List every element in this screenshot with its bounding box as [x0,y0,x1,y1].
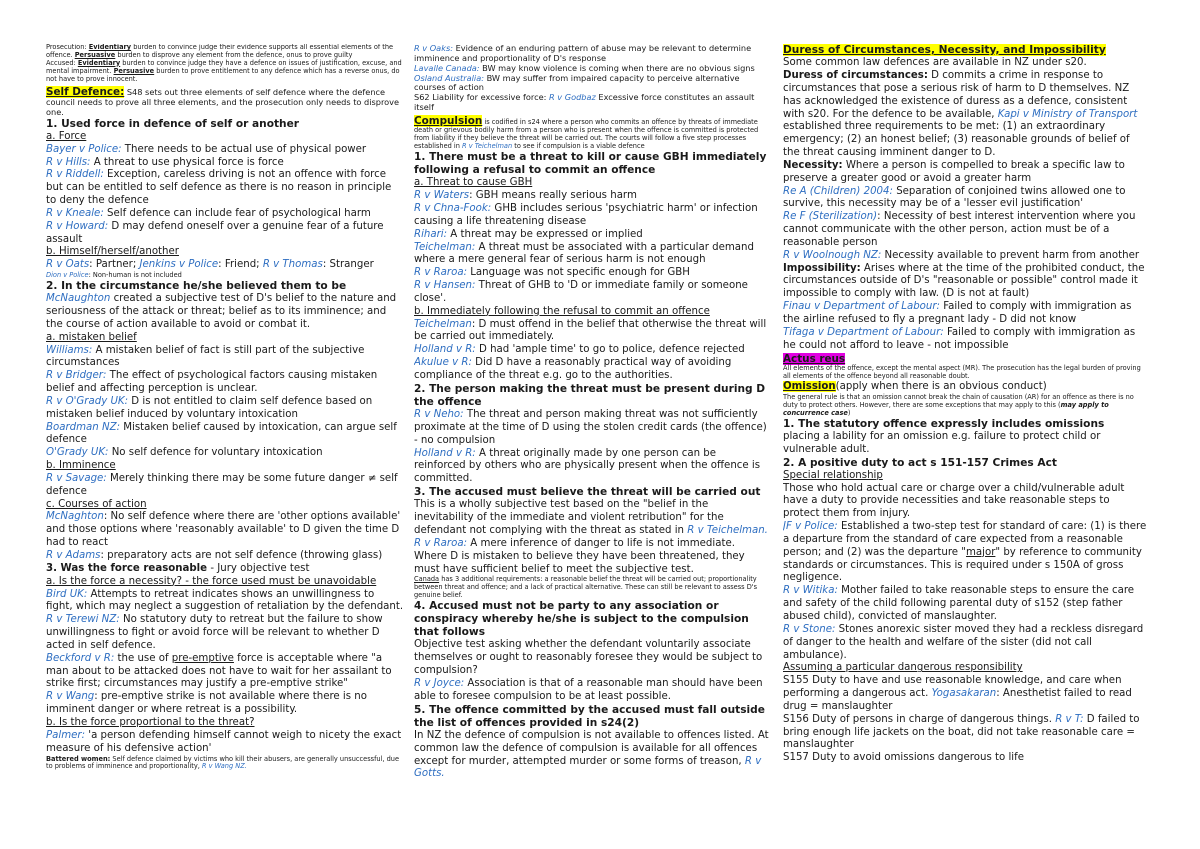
case-teichelman: Teichelman: A threat must be associated with a particular demand where a mere general fear of serious harm is not enough [414,241,754,266]
case-jf: JF v Police: Established a two-step test for standard of care: (1) is there a departure from the standard of care expected from a reasonable person; and (2) was the departure "major" by reference to community standards or circumstances. This is required under s 150A of gross negligence. [783,521,1147,584]
subheading-immediately: b. Immediately following the refusal to commit an offence [414,305,710,317]
actus-reus-heading: Actus reus [783,352,846,365]
case-oats: R v Oats: Partner; Jenkins v Police: Friend; R v Thomas: Stranger [46,259,374,271]
case-woolnough: R v Woolnough NZ: Necessity available to prevent harm from another [783,249,1140,261]
case-osland: Osland Australia: BW may suffer from impaired capacity to perceive alternative courses of action [414,72,740,93]
compulsion-intro: Compulsion is codified in s24 where a person who commits an offence by threats of immediate death or grievous bodily harm from a person who is present when the offence is committed is protected from liability if they believe the threat will be carried out. The courts will follow a five step processes established in R v Teichelman to see if compulsion is a viable defence [414,114,759,151]
heading-threat: 1. There must be a threat to kill or cause GBH immediately following a refusal to commit an offence [414,151,767,177]
subheading-proportional: b. Is the force proportional to the threat? [46,716,255,728]
case-palmer: Palmer: 'a person defending himself cannot weigh to nicety the exact measure of his defensive action' [46,729,402,754]
subheading-courses: c. Courses of action [46,498,147,510]
case-bird: Bird UK: Attempts to retreat indicates shows an unwillingness to fight, which may neglect a suggestion of retaliation by the defendant. [46,588,404,613]
impossibility: Impossibility: Arises where at the time of the prohibited conduct, the circumstances outside of D's "reasonable or possible" control made it impossible to comply with law. (D is not at fault) [783,262,1145,300]
case-hansen: R v Hansen: Threat of GHB to 'D or immediate family or someone close'. [414,280,748,304]
case-mcnaughton: McNaughton created a subjective test of D's belief to the nature and seriousness of the attack or threat; belief as to its imminence; and the course of action available to avoid or combat it. [46,293,397,330]
column-2 [414,44,770,844]
duress-of-circumstances: Duress of circumstances: D commits a crime in response to circumstances that pose a serious risk of harm to D themselves. NZ has acknowledged the existence of duress as a defence, consistent with s20. For the defence to be available, Kapi v Ministry of Transport established three requirements to be met: (1) an extraordinary emergency; (2) an honest belief; (3) reasonable grounds of belief of the threat causing imminent danger to D. [783,69,1138,159]
omission-line: Omission(apply when there is an obvious conduct) [783,381,1047,393]
special-relationship-text: Those who hold actual care or charge over a child/vulnerable adult have a duty to provide necessities and take reasonable steps to protect them from injury. [783,482,1125,520]
case-oakes: R v Oaks: Evidence of an enduring pattern of abuse may be relevant to determine imminence and proportionality of D's response [414,44,752,63]
subheading-imminence: b. Imminence [46,460,116,472]
heading-party: 4. Accused must not be party to any association or conspiracy whereby he/she is subject to the compulsion that follows [414,600,749,639]
case-holland-2: Holland v R: A threat originally made by one person can be reinforced by others who are physically present when the offence is committed. [414,447,761,485]
necessity: Necessity: Where a person is compelled to break a specific law to preserve a greater good or avoid a greater harm [783,159,1125,184]
subheading-special-relationship: Special relationship [783,469,883,481]
case-wang: R v Wang: pre-emptive strike is not available where there is no imminent danger or where retreat is a possibility. [46,691,367,716]
subheading-himself: b. Himself/herself/another [46,246,179,258]
heading-used-force: 1. Used force in defence of self or another [46,117,299,130]
case-finau: Finau v Department of Labour: Failed to comply with immigration as the airline refused to fly a pregnant lady - D did not know [783,301,1132,325]
case-adams: R v Adams: preparatory acts are not self defence (throwing glass) [46,550,383,562]
case-stone: R v Stone: Stones anorexic sister moved they had a reckless disregard of danger to the health and welfare of the sister (did not call ambulance). [783,623,1144,661]
statutory-text: placing a lability for an omission e.g. failure to protect child or vulnerable adult. [783,430,1101,455]
case-howard: R v Howard: D may defend oneself over a genuine fear of a future assault [46,220,384,245]
case-mcnaughton-2: McNaghton: No self defence where there are 'other options available' and those options where 'reasonably available' to D given the time D had to react [46,511,401,549]
s24-note: In NZ the defence of compulsion is not available to offences listed. At common law the defence of compulsion is available for all offences except for murder, attempted murder or some forms of treason, R v Gotts. [414,729,769,780]
heading-present: 2. The person making the threat must be present during D the offence [414,382,766,408]
burden-intro: Prosecution: Evidentiary burden to convince judge their evidence supports all essential elements of the offence. Persuasive burden to disprove any element from the defence, onus to prove guilty Accused: Evidentiary burden to convince judge they have a defence on issues of justification, excuse, and mental impairment. Persuasive burden to prove entitlement to any defence which has a reverse onus, do not have to prove innocent. [46,44,402,83]
heading-statutory: 1. The statutory offence expressly includes omissions [783,417,1105,430]
case-williams: Williams: A mistaken belief of fact is still part of the subjective circumstances [46,344,365,369]
s62-excessive-force: S62 Liability for excessive force: R v Godbaz Excessive force constitutes an assault itself [414,92,755,113]
heading-believe: 3. The accused must believe the threat will be carried out [414,486,761,499]
case-teichelman-2: Teichelman: D must offend in the belief that otherwise the threat will be carried out immediately. [414,318,767,343]
case-ogrady-2: O'Grady UK: No self defence for voluntary intoxication [46,447,323,459]
battered-women-note: Battered women: Self defence claimed by victims who kill their abusers, are generally unsuccessful, due to problems of imminence and proportionality, R v Wang NZ. [46,754,400,771]
actus-reus-text: All elements of the offence, except the mental aspect (MR). The prosecution has the legal burden of proving all elements of the offence beyond all reasonable doubt. [783,364,1141,381]
case-hills: R v Hills: A threat to use physical force is force [46,156,284,168]
self-defence-heading: Self Defence: [46,85,125,98]
case-terewi: R v Terewi NZ: No statutory duty to retreat but the failure to show unwillingness to fight or avoid force will be relevant to whether D acted in self defence. [46,614,383,651]
heading-reasonable: 3. Was the force reasonable - Jury objective test [46,562,310,574]
heading-positive-duty: 2. A positive duty to act s 151-157 Crimes Act [783,456,1057,469]
case-raroa-2: R v Raroa: A mere inference of danger to life is not immediate. Where D is mistaken to believe they have been threatened, they must have sufficient belief to meet the subjective test. [414,537,745,575]
subheading-mistaken-belief: a. mistaken belief [46,331,137,343]
case-rihari: Rihari: A threat may be expressed or implied [414,228,643,240]
self-defence-intro: Self Defence: S48 sets out three elements of self defence where the defence council needs to prove all three elements, and the prosecution only needs to disprove one. [46,85,400,117]
compulsion-heading: Compulsion [414,114,483,127]
case-chnafook: R v Chna-Fook: GHB includes serious 'psychiatric harm' or infection causing a life threatening disease [414,203,758,227]
case-neho: R v Neho: The threat and person making threat was not sufficiently proximate at the time of D using the stolen credit cards (the offence) - no compulsion [414,409,767,446]
objective-test: Objective test asking whether the defendant voluntarily associate themselves or ought to reasonably foresee they would be subject to compulsion? [414,639,763,677]
heading-offence-list: 5. The offence committed by the accused must fall outside the list of offences provided in s24(2) [414,703,765,729]
column-1 [46,44,404,844]
subheading-threat-gbh: a. Threat to cause GBH [414,177,533,189]
heading-circumstance: 2. In the circumstance he/she believed them to be [46,280,347,293]
case-savage: R v Savage: Merely thinking there may be some future danger ≠ self defence [46,472,398,497]
case-joyce: R v Joyce: Association is that of a reasonable man should have been able to foresee compulsion to be at least possible. [414,677,763,702]
case-bayer: Bayer v Police: There needs to be actual use of physical power [46,143,367,155]
case-ref: Re F (Sterilization): Necessity of best interest intervention where you cannot communicate with the other person, action must be of a reasonable person [783,211,1136,248]
case-lavallee: Lavalle Canada: BW may know violence is coming when there are no obvious signs [414,62,755,73]
column-3 [783,44,1147,844]
canada-note: Canada has 3 additional requirements: a reasonable belief the threat will be carried out; proportionality between threat and offence; and a lack of practical alternative. These can still be relevant to assess D's genuine belief. [414,575,758,600]
case-tifaga: Tifaga v Department of Labour: Failed to comply with immigration as he could not afford to leave - not impossible [783,326,1136,351]
s156: S156 Duty of persons in charge of dangerous things. R v T: D failed to bring enough life jackets on the boat, did not take reasonable care = manslaughter [783,713,1140,751]
s155: S155 Duty to have and use reasonable knowledge, and care when performing a dangerous act. Yogasakaran: Anesthetist failed to read drug = manslaughter [783,675,1132,712]
case-riddell: R v Riddell: Exception, careless driving is not an offence with force but can be entitled to self defence as there is no reason in principle to deny the defence [46,169,392,207]
case-akulue: Akulue v R: Did D have a reasonably practical way of avoiding compliance of the threat e.g. go to the authorities. [414,357,732,382]
subheading-force: a. Force [46,130,87,142]
case-kneale: R v Kneale: Self defence can include fear of psychological harm [46,207,371,219]
subjective-test: This is a wholly subjective test based on the "belief in the inevitability of the immediate and violent retribution" for the defendant not complying with the threat as stated in R v Teichelman. [414,499,768,536]
case-holland: Holland v R: D had 'ample time' to go to police, defence rejected [414,344,745,356]
case-ogrady: R v O'Grady UK: D is not entitled to claim self defence based on mistaken belief induced by voluntary intoxication [46,395,373,420]
subheading-necessity: a. Is the force a necessity? - the force used must be unavoidable [46,575,377,587]
common-law-intro: Some common law defences are available in NZ under s20. [783,57,1087,69]
case-waters: R v Waters: GBH means really serious harm [414,190,637,202]
case-rea: Re A (Children) 2004: Separation of conjoined twins allowed one to survive, this necessity may be of a 'lesser evil justification' [783,185,1126,210]
case-bridger: R v Bridger: The effect of psychological factors causing mistaken belief and affecting perception is unclear. [46,370,378,395]
case-dion: Dion v Police: Non-human is not included [46,271,182,280]
s157: S157 Duty to avoid omissions dangerous to life [783,752,1024,764]
case-boardman: Boardman NZ: Mistaken belief caused by intoxication, can argue self defence [46,421,397,446]
omission-heading: Omission [783,381,836,393]
omission-text: The general rule is that an omission cannot break the chain of causation (AR) for an offence as there is no duty to protect others. However, there are some exceptions that may apply to this (may apply to concurrence case) [783,393,1134,417]
case-raroa: R v Raroa: Language was not specific enough for GBH [414,267,690,279]
duress-heading: Duress of Circumstances, Necessity, and Impossibility [783,44,1106,56]
case-witika: R v Witika: Mother failed to take reasonable steps to ensure the care and safety of the child following parental duty of s152 (step father abused child), convicted of manslaughter. [783,585,1135,623]
subheading-assuming: Assuming a particular dangerous responsibility [783,662,1023,674]
case-beckford: Beckford v R: the use of pre-emptive force is acceptable where "a man about to be attacked does not have to wait for her assailant to strike first; circumstances may justify a pre-emptive strike" [46,652,392,690]
